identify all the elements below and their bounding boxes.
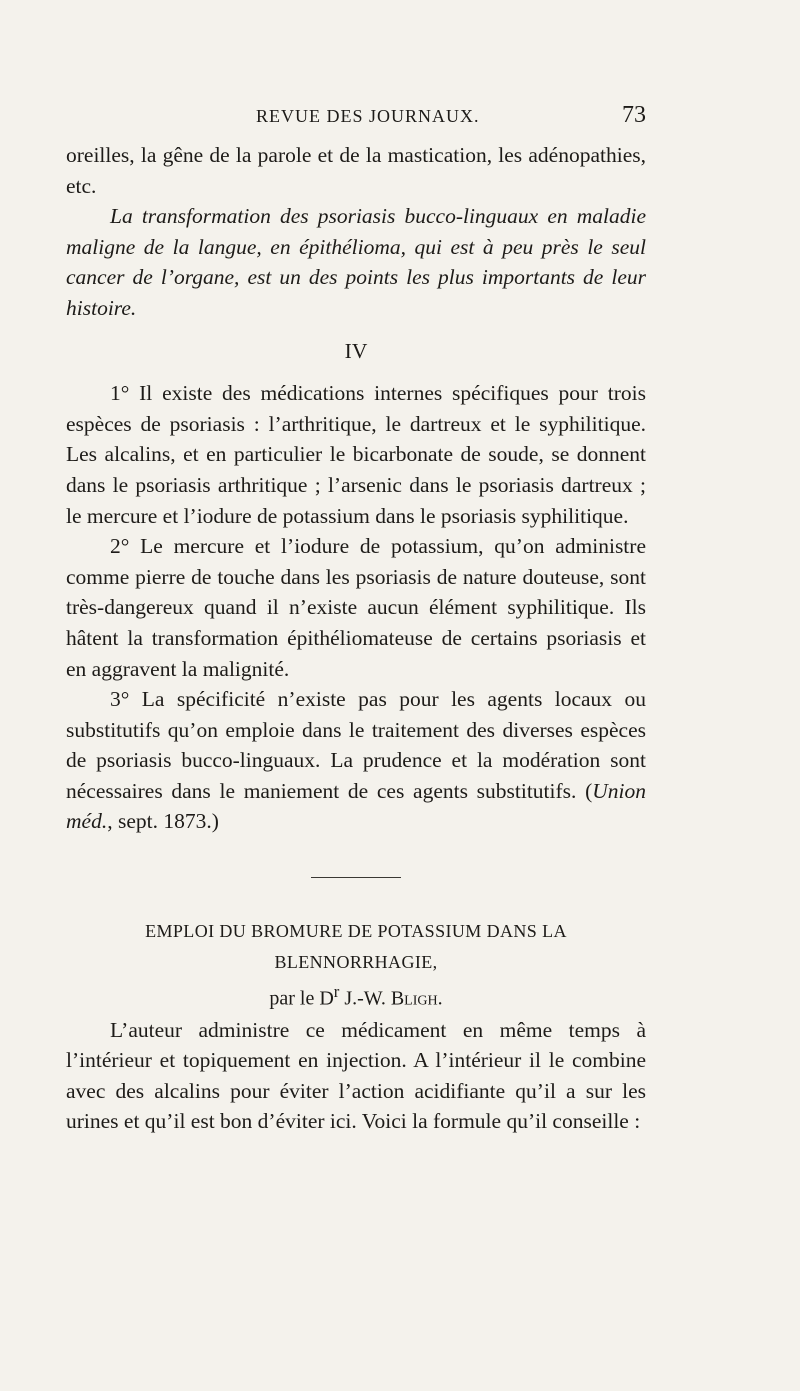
author-prefix: par le D: [269, 987, 334, 1010]
running-head: [66, 102, 646, 132]
section-number: IV: [344, 338, 368, 363]
page-number: 73: [622, 102, 646, 128]
paragraph-continuation: oreilles, la gêne de la parole et de la mastication, les adénopathies, etc.: [66, 143, 646, 198]
point-3-text: 3° La spécificité n’existe pas pour les agents locaux ou substitutifs qu’on emploie dans le traitement des diverses espèces de psoriasis bucco-linguaux. La prudence et la modération sont nécessaires dans le maniement de ces agents substitutifs. (: [66, 687, 646, 803]
paragraph-point-2: 2° Le mercure et l’iodure de potassium, qu’on administre comme pierre de touche dans les psoriasis de nature douteuse, sont très-dangereux quand il n’existe aucun élément syphilitique. Ils hâtent la transformation épithéliomateuse de certains psoriasis et en aggravent la malignité.: [66, 534, 646, 681]
running-title: REVUE DES JOURNAUX.: [256, 106, 480, 126]
italic-text: La transformation des psoriasis bucco-linguaux en maladie maligne de la langue, en épithélioma, qui est à peu près le seul cancer de l’organe, est un des points les plus importants de leur histoire.: [66, 204, 646, 320]
paragraph-point-3: [66, 684, 646, 837]
paragraph-point-1: 1° Il existe des médications internes spécifiques pour trois espèces de psoriasis : l’arthritique, le dartreux et le syphilitique. Les alcalins, et en particulier le bicarbonate de soude, se donnent dans le psoriasis arthritique ; l’arsenic dans le psoriasis dartreux ; le mercure et l’iodure de potassium dans le psoriasis syphilitique.: [66, 381, 646, 528]
article-author: [66, 977, 646, 1014]
section-divider: [311, 877, 401, 878]
citation-date: , sept. 1873.): [107, 809, 219, 834]
paragraph-article-body: L’auteur administre ce médicament en même temps à l’intérieur et topiquement en injection. A l’intérieur il le combine avec des alcalins pour éviter l’action acidifiante qu’il a sur les urines et qu’il est bon d’éviter ici. Voici la formule qu’il conseille :: [66, 1017, 646, 1134]
article-title: EMPLOI DU BROMURE DE POTASSIUM DANS LA BLENNORRHAGIE,: [145, 921, 567, 972]
body-text: [66, 140, 646, 1137]
author-name: J.-W. Bligh.: [344, 987, 443, 1010]
paragraph-italic-conclusion: [66, 201, 646, 323]
author-prefix-sup: r: [333, 982, 340, 1002]
source-citation: Union méd.: [66, 778, 646, 834]
